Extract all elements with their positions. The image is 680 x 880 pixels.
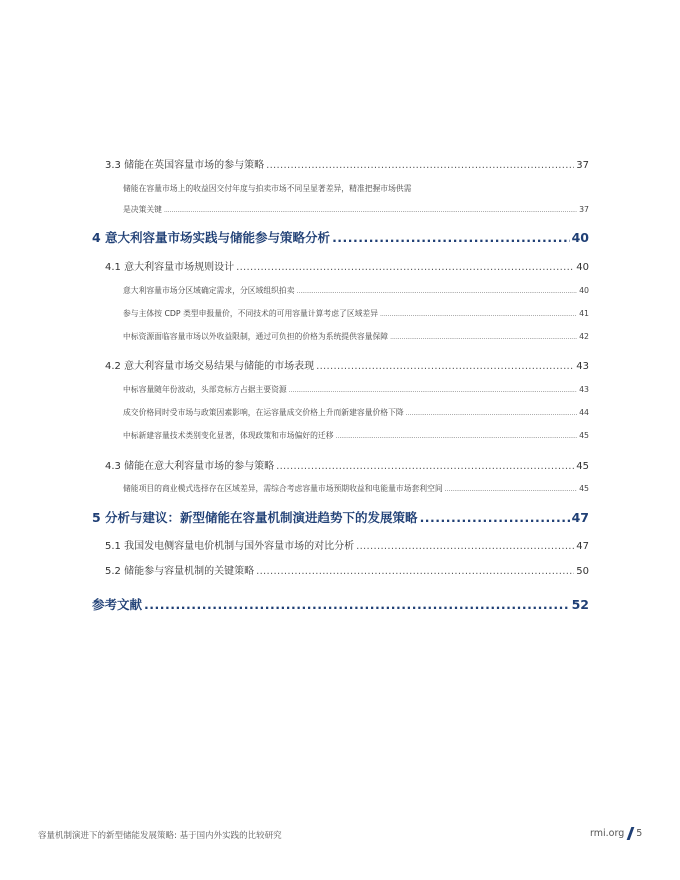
toc-chapter-5[interactable] xyxy=(92,508,589,526)
toc-entry-title: 储能项目的商业模式选择存在区域差异，需综合考虑容量市场预期收益和电能量市场套利空间 xyxy=(123,484,443,493)
leader-dots xyxy=(297,288,578,295)
toc-entry-title: 中标资源面临容量市场以外收益限制，通过可负担的价格为系统提供容量保障 xyxy=(123,332,389,341)
toc-entry-4-2-a[interactable] xyxy=(123,384,589,395)
toc-entry-title: 意大利容量市场分区域确定需求，分区域组织拍卖 xyxy=(123,286,295,295)
toc-entry-page: 41 xyxy=(579,309,589,318)
leader-dots xyxy=(445,486,577,493)
leader-dots xyxy=(420,510,570,525)
leader-dots xyxy=(390,334,577,341)
leader-dots xyxy=(356,541,574,552)
leader-dots xyxy=(316,361,574,372)
toc-entry-page: 40 xyxy=(576,262,589,273)
toc-entry-page: 40 xyxy=(571,230,589,245)
leader-dots xyxy=(336,433,578,440)
toc-entry-page: 50 xyxy=(576,566,589,577)
leader-dots xyxy=(144,597,570,612)
footer-site xyxy=(590,827,642,840)
toc-entry-page: 47 xyxy=(571,510,589,525)
toc-entry-page: 45 xyxy=(579,431,589,440)
toc-chapter-4[interactable] xyxy=(92,228,589,246)
toc-entry-title: 3.3 储能在英国容量市场的参与策略 xyxy=(105,160,265,171)
toc-entry-4-2-c[interactable] xyxy=(123,430,589,441)
toc-entry-title: 参与主体按 CDP 类型申报量价，不同技术的可用容量计算考虑了区域差异 xyxy=(123,309,379,318)
toc-entry-4-3-a[interactable] xyxy=(123,483,589,494)
toc-entry-title: 是决策关键 xyxy=(123,205,162,214)
toc-entry-5-1[interactable] xyxy=(105,537,589,552)
toc-entry-title: 5.1 我国发电侧容量电价机制与国外容量市场的对比分析 xyxy=(105,541,355,552)
toc-entry-page: 43 xyxy=(576,361,589,372)
toc-entry-3-3-a[interactable] xyxy=(123,204,589,215)
toc-entry-title: 5 分析与建议：新型储能在容量机制演进趋势下的发展策略 xyxy=(92,510,418,525)
leader-dots xyxy=(256,566,574,577)
toc-entry-3-3[interactable] xyxy=(105,156,589,171)
toc-entry-page: 42 xyxy=(579,332,589,341)
toc-entry-title: 4.3 储能在意大利容量市场的参与策略 xyxy=(105,461,275,472)
leader-dots xyxy=(266,160,574,171)
toc-references[interactable] xyxy=(92,595,589,613)
toc-entry-title: 4.2 意大利容量市场交易结果与储能的市场表现 xyxy=(105,361,315,372)
toc-entry-title: 参考文献 xyxy=(92,597,143,612)
toc-entry-page: 37 xyxy=(579,205,589,214)
toc-entry-page: 44 xyxy=(579,408,589,417)
leader-dots xyxy=(164,207,577,214)
toc-entry-title: 成交价格同时受市场与政策因素影响，在运容量成交价格上升而新建容量价格下降 xyxy=(123,408,404,417)
toc-entry-page: 45 xyxy=(579,484,589,493)
leader-dots xyxy=(332,230,570,245)
slash-divider-icon xyxy=(627,827,635,840)
toc-entry-4-1-b[interactable] xyxy=(123,308,589,319)
leader-dots xyxy=(236,262,574,273)
toc-entry-4-2-b[interactable] xyxy=(123,407,589,418)
toc-entry-title: 5.2 储能参与容量机制的关键策略 xyxy=(105,566,255,577)
toc-entry-4-1-c[interactable] xyxy=(123,331,589,342)
page-number: 5 xyxy=(636,828,643,839)
toc-entry-4-2[interactable] xyxy=(105,357,589,372)
toc-entry-4-1[interactable] xyxy=(105,258,589,273)
footer-report-title: 容量机制演进下的新型储能发展策略: 基于国内外实践的比较研究 xyxy=(38,831,282,841)
toc-entry-page: 47 xyxy=(576,541,589,552)
toc-entry-3-3-a-line1[interactable]: 储能在容量市场上的收益因交付年度与拍卖市场不同呈显著差异，精准把握市场供需 xyxy=(123,184,412,193)
toc-entry-4-1-a[interactable] xyxy=(123,285,589,296)
toc-entry-title: 中标容量随年份波动，头部竞标方占据主要资源 xyxy=(123,385,287,394)
leader-dots xyxy=(276,461,574,472)
toc-entry-5-2[interactable] xyxy=(105,562,589,577)
leader-dots xyxy=(289,387,577,394)
toc-entry-page: 40 xyxy=(579,286,589,295)
leader-dots xyxy=(406,410,577,417)
leader-dots xyxy=(380,311,577,318)
site-link[interactable]: rmi.org xyxy=(590,828,625,839)
toc-entry-page: 52 xyxy=(571,597,589,612)
toc-entry-title: 中标新建容量技术类别变化显著，体现政策和市场偏好的迁移 xyxy=(123,431,334,440)
toc-entry-page: 43 xyxy=(579,385,589,394)
toc-entry-page: 37 xyxy=(576,160,589,171)
toc-entry-page: 45 xyxy=(576,461,589,472)
toc-entry-4-3[interactable] xyxy=(105,457,589,472)
toc-entry-title: 4.1 意大利容量市场规则设计 xyxy=(105,262,235,273)
toc-entry-title: 4 意大利容量市场实践与储能参与策略分析 xyxy=(92,230,331,245)
